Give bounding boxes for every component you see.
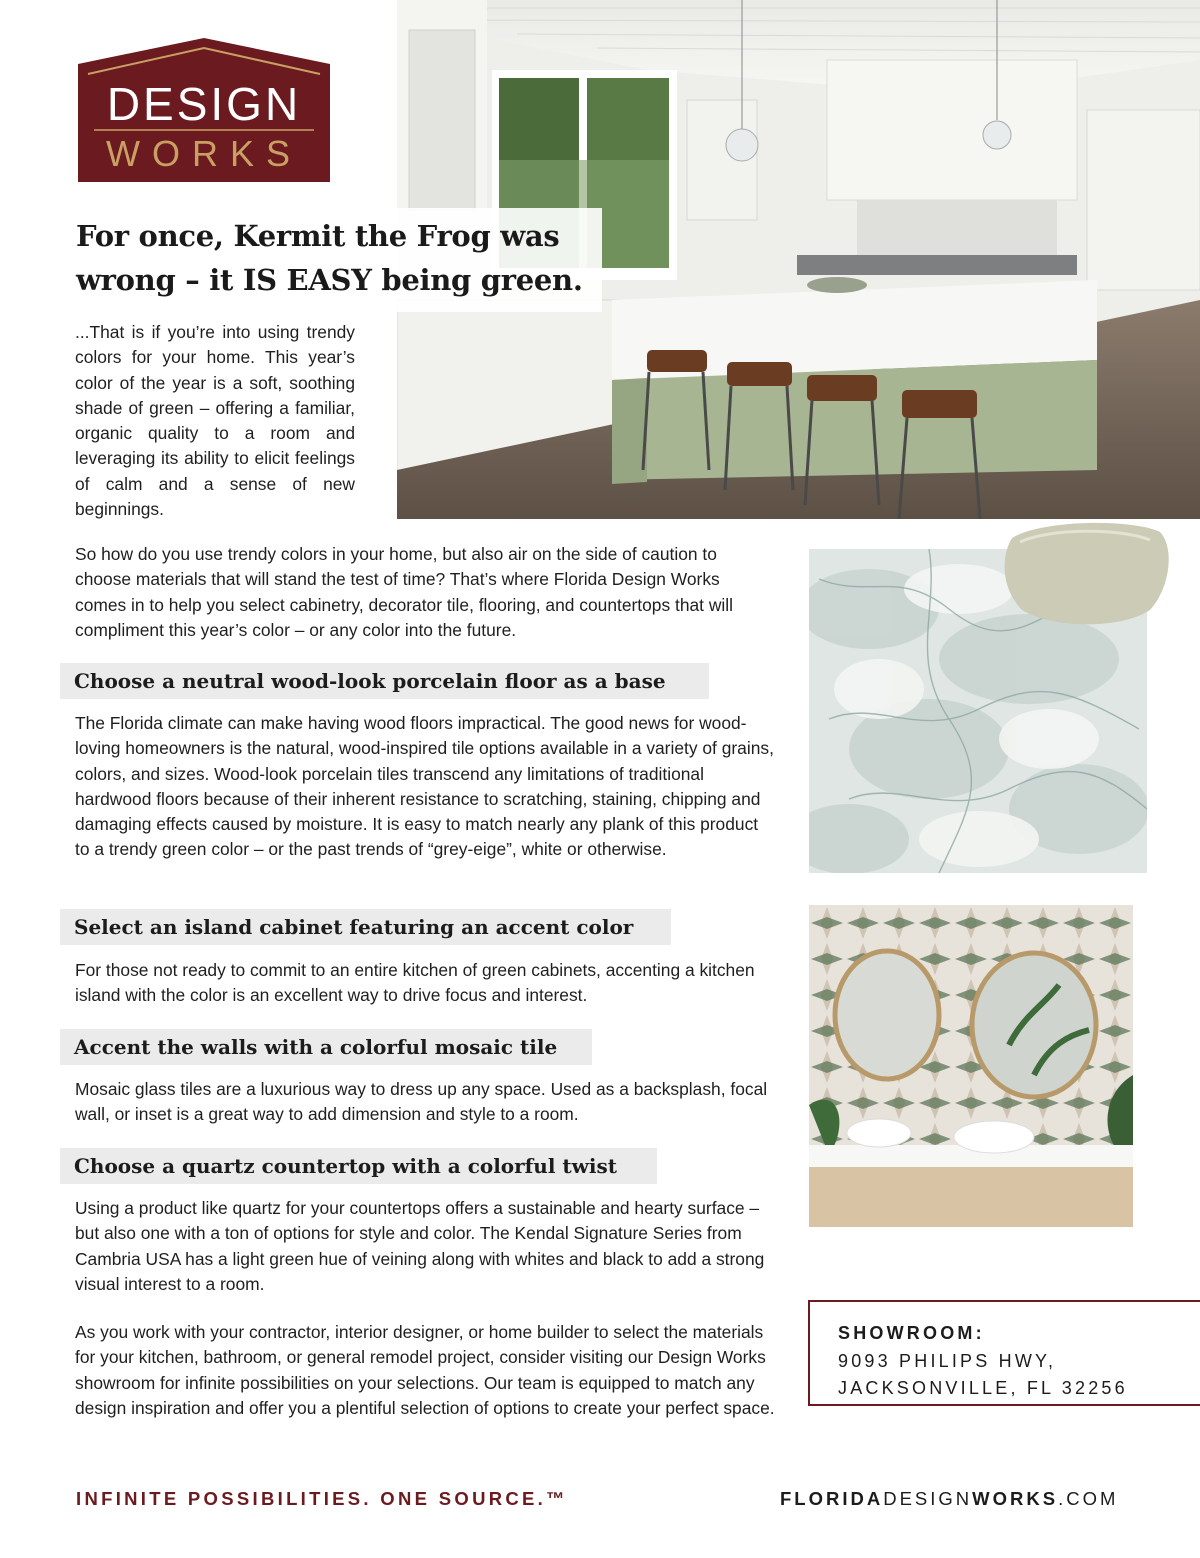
intro-paragraph: ...That is if you’re into using trendy colors for your home. This year’s color of the year is a soft, soothing shade of green – offering a familiar, organic quality to a room and leveraging its ability to elicit feelings of calm and a sense of new beginnings. [75, 322, 355, 520]
paint-swatch-image [1000, 518, 1172, 628]
showroom-address-line-2: JACKSONVILLE, FL 32256 [838, 1378, 1128, 1398]
section-body-floor: The Florida climate can make having wood floors impractical. The good news for wood-loving homeowners is the natural, wood-inspired tile options available in a variety of grains, colors, and sizes. Wood-look porcelain tiles transcend any limitations of traditional hardwood floors because of their inherent resistance to scratching, staining, chipping and damaging effects caused by moisture. It is easy to match nearly any plank of this product to a trendy green color – or the past trends of “grey-eige”, white or otherwise. [75, 713, 774, 860]
website-part-design: DESIGN [883, 1488, 973, 1509]
logo-text-works: WORKS [105, 133, 303, 174]
section-heading-floor: Choose a neutral wood-look porcelain floor as a base [60, 663, 709, 699]
section-body-island: For those not ready to commit to an entire kitchen of green cabinets, accenting a kitchen island with the color is an excellent way to drive focus and interest. [75, 960, 755, 1006]
section-heading-mosaic: Accent the walls with a colorful mosaic tile [60, 1029, 592, 1065]
showroom-title: SHOWROOM: [838, 1323, 985, 1343]
overview-paragraph: So how do you use trendy colors in your home, but also air on the side of caution to choose materials that will stand the test of time? That’s where Florida Design Works comes in to help you select cabinetry, decorator tile, flooring, and countertops that will compliment this year’s color – or any color into the future. [75, 544, 733, 640]
website-part-florida: FLORIDA [780, 1488, 884, 1509]
section-body-quartz: Using a product like quartz for your countertops offers a sustainable and hearty surface – but also one with a ton of options for style and color. The Kendal Signature Series from Cambria USA has a light green hue of veining along with whites and black to add a strong visual interest to a room. [75, 1198, 765, 1294]
design-works-logo [78, 38, 330, 182]
logo-text-design: DESIGN [106, 78, 302, 130]
section-heading-quartz: Choose a quartz countertop with a colorful twist [60, 1148, 657, 1184]
headline-line-2: wrong – it IS EASY being green. [76, 263, 583, 297]
section-heading-island: Select an island cabinet featuring an accent color [60, 909, 671, 945]
page-headline [76, 214, 636, 302]
bathroom-mosaic-image [809, 905, 1133, 1227]
website-part-com: .COM [1058, 1488, 1119, 1509]
website-part-works: WORKS [972, 1488, 1059, 1509]
section-body-mosaic: Mosaic glass tiles are a luxurious way to dress up any space. Used as a backsplash, focal wall, or inset is a great way to add dimension and style to a room. [75, 1079, 768, 1125]
showroom-address-line-1: 9093 PHILIPS HWY, [838, 1351, 1057, 1371]
closing-paragraph: As you work with your contractor, interior designer, or home builder to select the materials for your kitchen, bathroom, or general remodel project, consider visiting our Design Works showroom for infinite possibilities on your selections. Our team is equipped to match any design inspiration and offer you a plentiful selection of options to create your perfect space. [75, 1322, 775, 1418]
footer-tagline: INFINITE POSSIBILITIES. ONE SOURCE.™ [76, 1488, 568, 1509]
headline-line-1: For once, Kermit the Frog was [76, 219, 560, 253]
footer-website-link[interactable] [780, 1488, 1118, 1510]
